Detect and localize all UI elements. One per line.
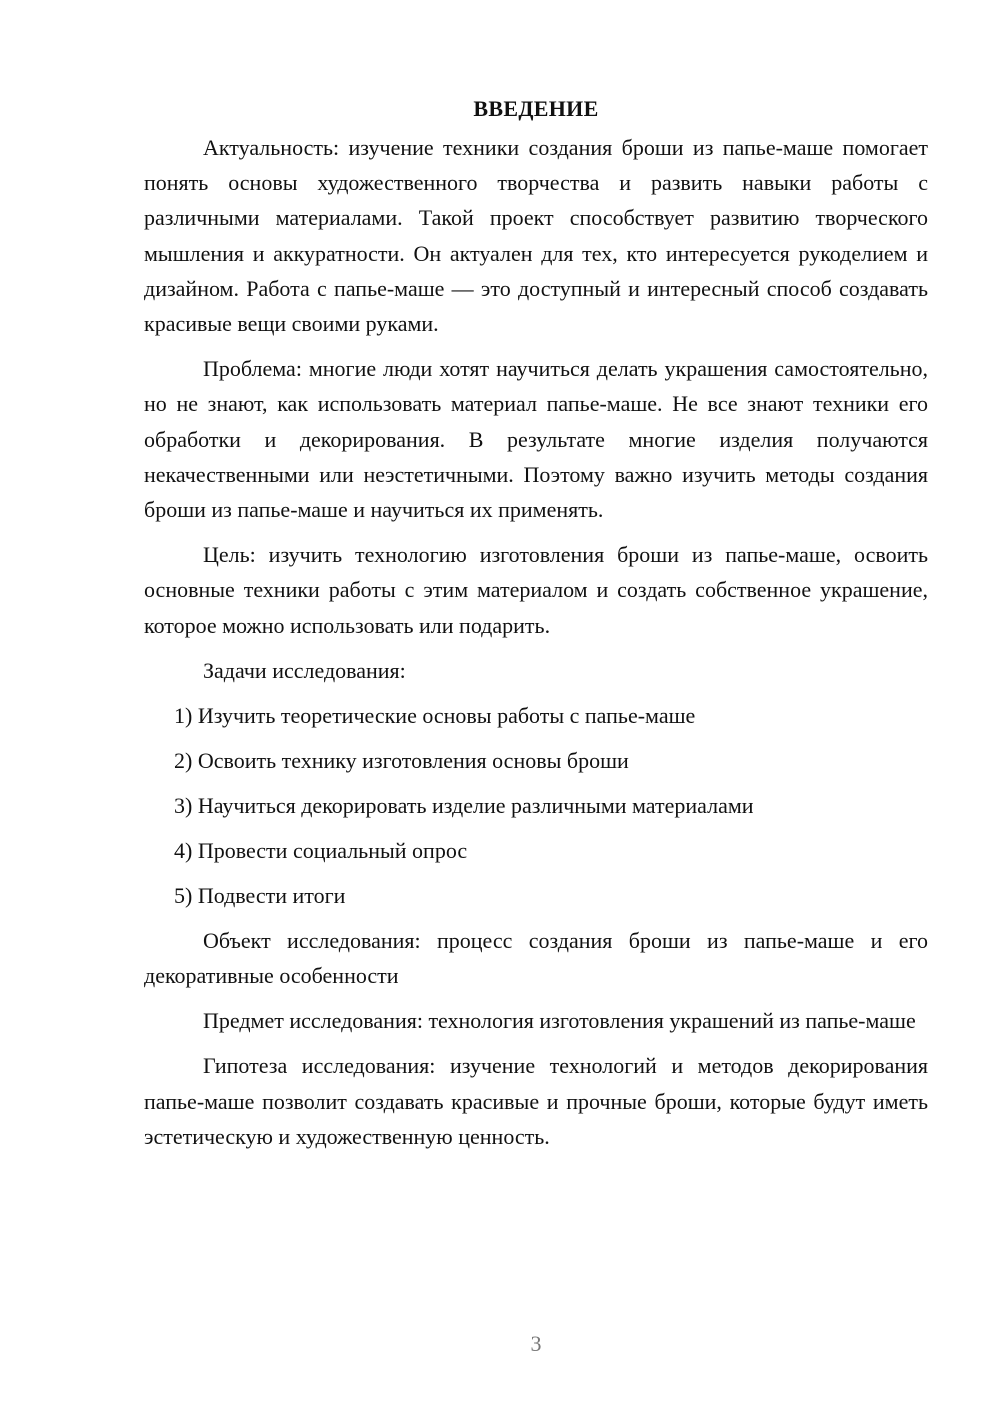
paragraph-problem: Проблема: многие люди хотят научиться делать украшения самостоятельно, но не знают, как использовать материал папье-маше. Не все знают техники его обработки и декорирования. В результате многие изделия получаются некачественными или неэстетичными. Поэтому важно изучить методы создания броши из папье-маше и научиться их применять. bbox=[144, 356, 928, 523]
section-title: ВВЕДЕНИЕ bbox=[473, 96, 599, 121]
list-item: 2) Освоить технику изготовления основы броши bbox=[174, 747, 629, 773]
paragraph-goal: Цель: изучить технологию изготовления броши из папье-маше, освоить основные техники работы с этим материалом и создать собственное украшение, которое можно использовать или подарить. bbox=[144, 542, 928, 638]
tasks-heading: Задачи исследования: bbox=[203, 657, 406, 683]
paragraph-hypothesis: Гипотеза исследования: изучение технологий и методов декорирования папье-маше позволит создавать красивые и прочные броши, которые будут иметь эстетическую и художественную ценность. bbox=[144, 1053, 928, 1149]
paragraph-object: Объект исследования: процесс создания броши из папье-маше и его декоративные особенности bbox=[144, 927, 928, 989]
paragraph-subject: Предмет исследования: технология изготовления украшений из папье-маше bbox=[203, 1008, 916, 1034]
list-item: 1) Изучить теоретические основы работы с папье-маше bbox=[174, 702, 696, 728]
page-number: 3 bbox=[530, 1331, 542, 1356]
list-item: 5) Подвести итоги bbox=[174, 882, 346, 908]
document-page bbox=[144, 94, 928, 1164]
tasks-list bbox=[144, 698, 928, 913]
list-item: 4) Провести социальный опрос bbox=[174, 837, 468, 863]
paragraph-relevance: Актуальность: изучение техники создания броши из папье-маше помогает понять основы художественного творчества и развить навыки работы с различными материалами. Такой проект способствует развитию творческого мышления и аккуратности. Он актуален для тех, кто интересуется рукоделием и дизайном. Работа с папье-маше — это доступный и интересный способ создавать красивые вещи своими руками. bbox=[144, 135, 928, 337]
list-item: 3) Научиться декорировать изделие различными материалами bbox=[174, 792, 754, 818]
